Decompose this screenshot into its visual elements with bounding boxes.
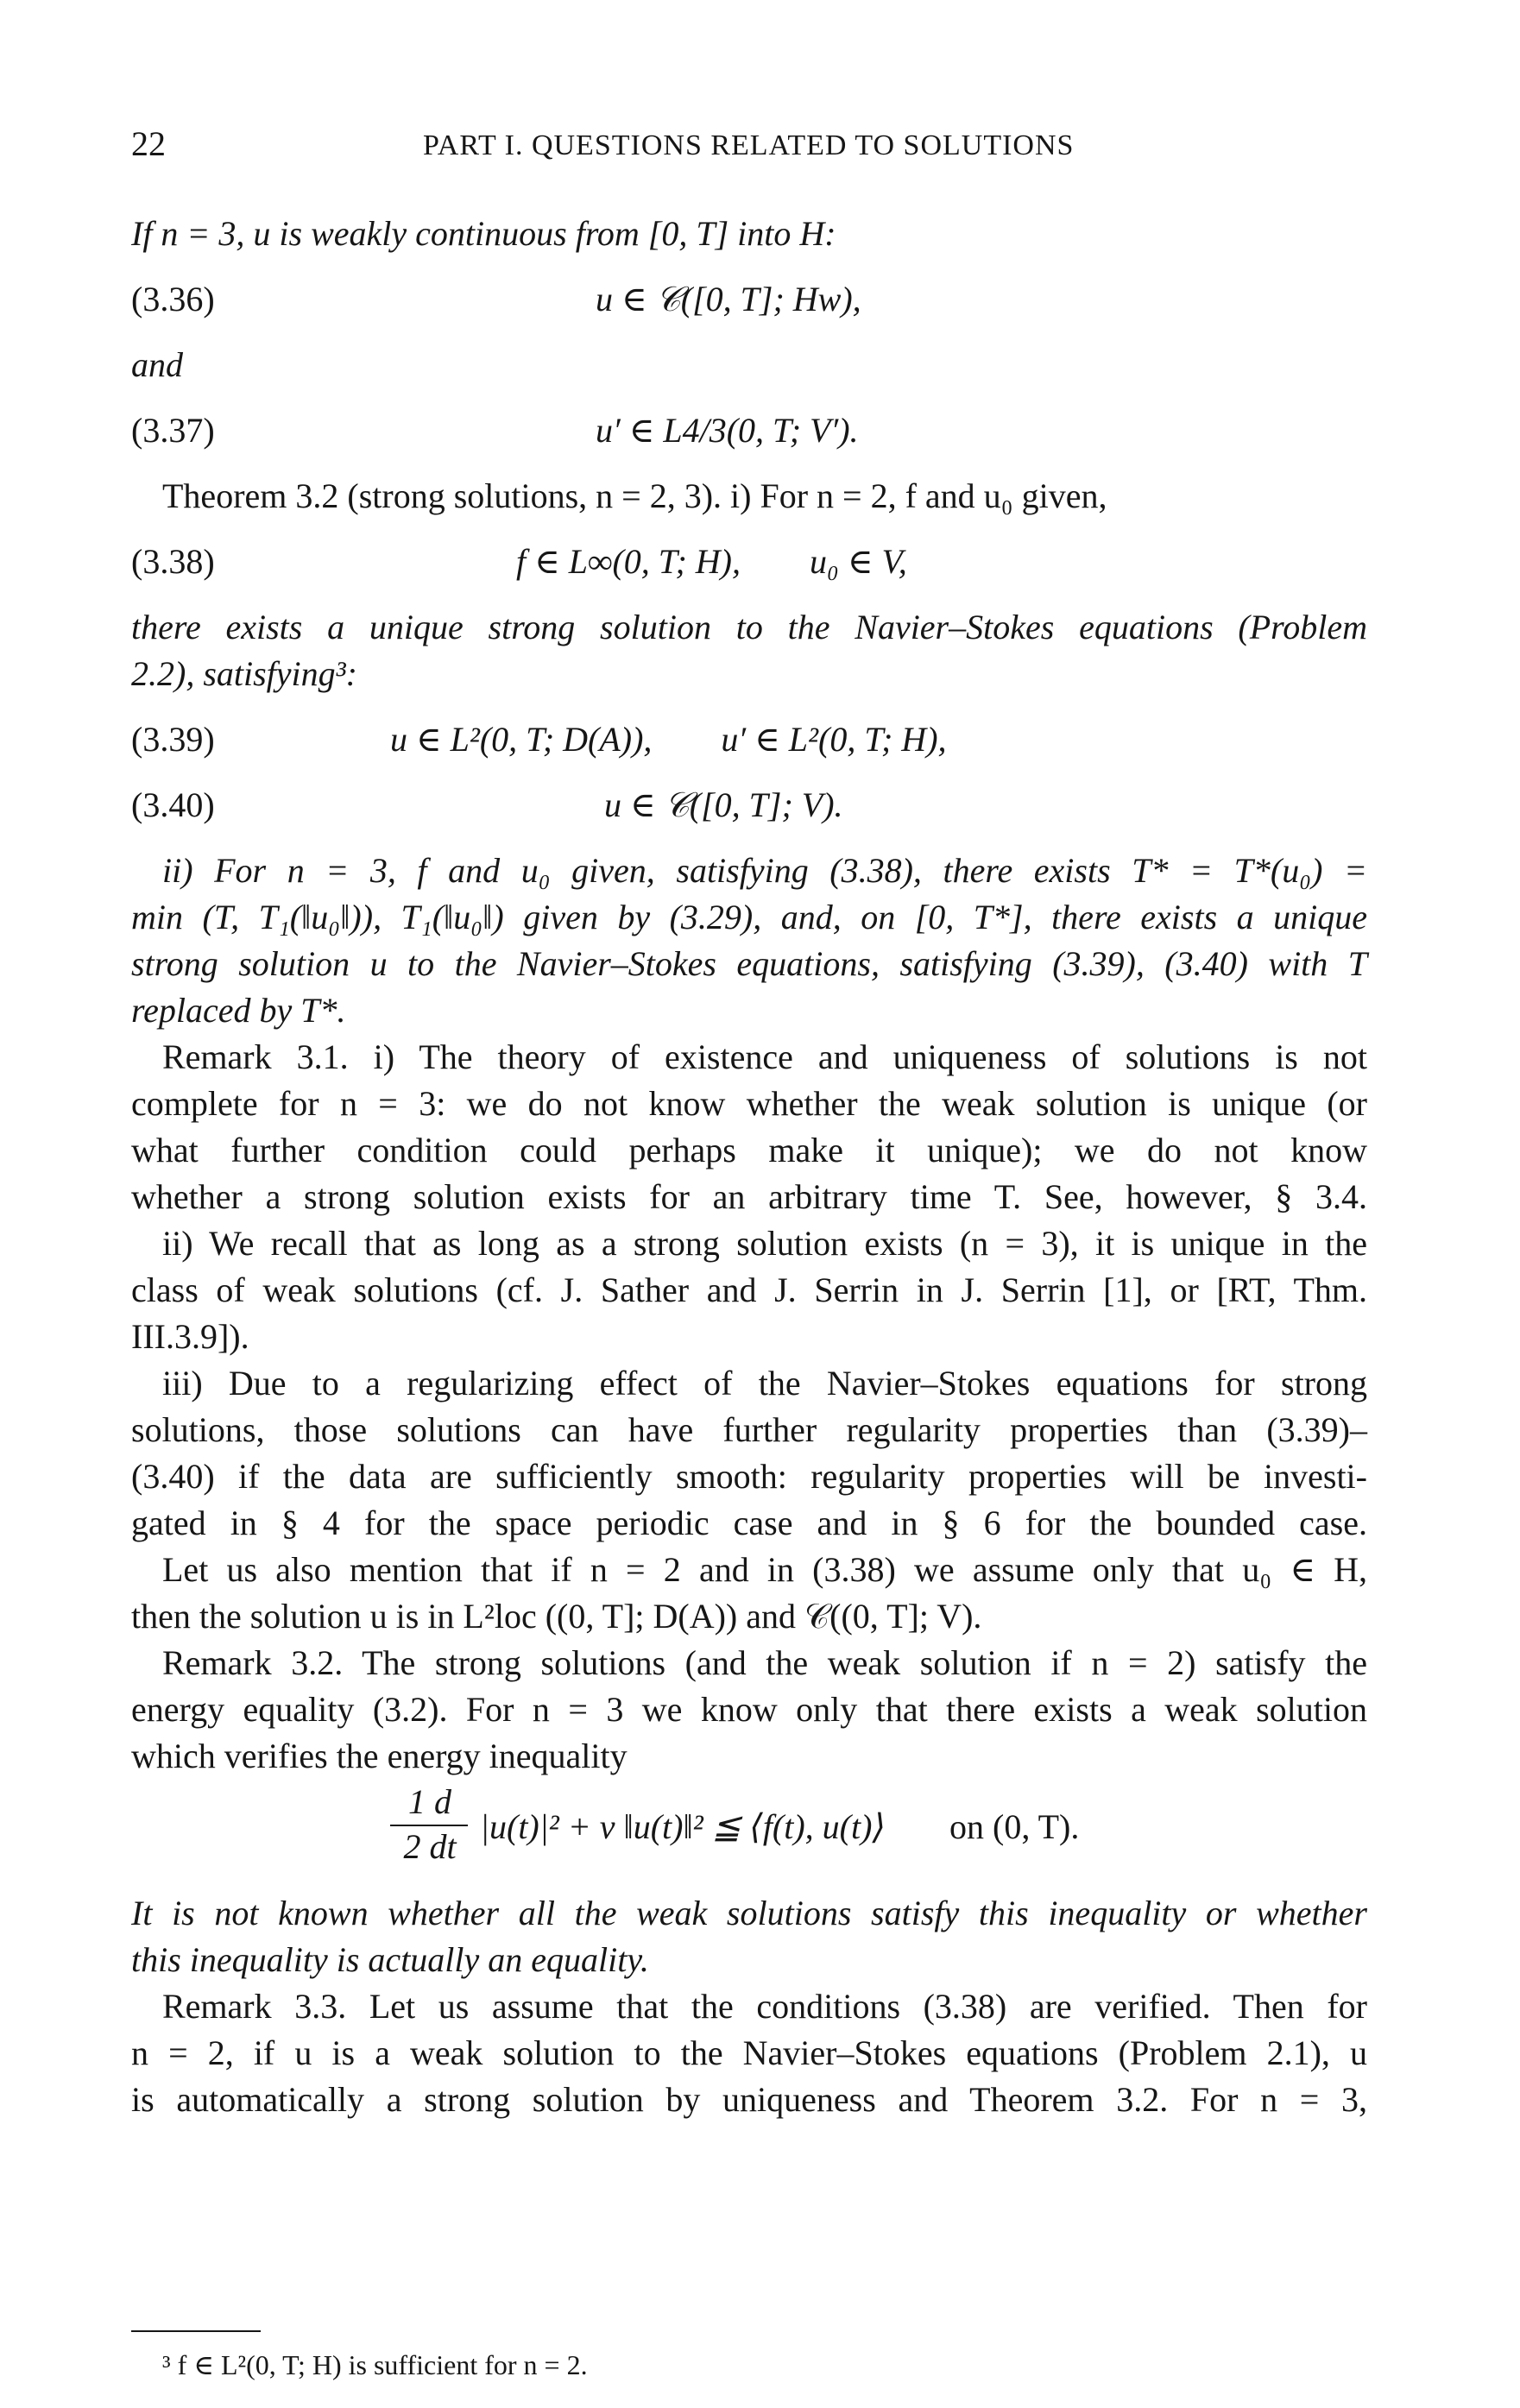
text-line: Let us also mention that if n = 2 and in (3.38) we assume only that u₀ ∈ H, (162, 1550, 1367, 1589)
text-line: strong solution u to the Navier–Stokes equations, satisfying (3.39), (3.40) with T (131, 944, 1367, 983)
text-line: iii) Due to a regularizing effect of the Navier–Stokes equations for strong (162, 1364, 1367, 1403)
running-title: PART I. QUESTIONS RELATED TO SOLUTIONS (423, 129, 1075, 161)
eq-number-3-39: (3.39) (131, 720, 215, 759)
text-line: Remark 3.1. i) The theory of existence and uniqueness of solutions is not (162, 1037, 1367, 1076)
text-line: (3.40) if the data are sufficiently smooth: regularity properties will be investi- (131, 1457, 1367, 1496)
page-number: 22 (131, 124, 166, 163)
text-line: min (T, T₁(‖u₀‖)), T₁(‖u₀‖) given by (3.29), and, on [0, T*], there exists a unique (131, 898, 1367, 936)
eq-formula-3-39: u ∈ L²(0, T; D(A)), u′ ∈ L²(0, T; H), (390, 720, 947, 759)
text-line: ii) We recall that as long as a strong solution exists (n = 3), it is unique in the (162, 1224, 1367, 1263)
and-word: and (131, 345, 183, 384)
text-line: gated in § 4 for the space periodic case and in § 6 for the bounded case. (131, 1503, 1367, 1542)
text-line: energy equality (3.2). For n = 3 we know only that there exists a weak solution (131, 1690, 1367, 1729)
eq-number-3-40: (3.40) (131, 785, 215, 824)
inequality-domain: on (0, T). (949, 1807, 1080, 1846)
text-line: is automatically a strong solution by uniqueness and Theorem 3.2. For n = 3, (131, 2080, 1367, 2119)
fraction-denominator: 2 dt (403, 1827, 457, 1866)
weak-continuity-line: If n = 3, u is weakly continuous from [0, T] into H: (131, 214, 836, 253)
text-line: there exists a unique strong solution to the Navier–Stokes equations (Problem (131, 608, 1367, 646)
text-line: which verifies the energy inequality (131, 1737, 628, 1775)
footnote-rule (131, 2330, 261, 2332)
footnote: ³ f ∈ L²(0, T; H) is sufficient for n = 2. (162, 2349, 588, 2380)
text-line: 2.2), satisfying³: (131, 654, 357, 693)
text-line: It is not known whether all the weak solutions satisfy this inequality or whether (131, 1894, 1367, 1932)
text-line: ii) For n = 3, f and u₀ given, satisfying (3.38), there exists T* = T*(u₀) = (162, 851, 1367, 890)
text-line: solutions, those solutions can have further regularity properties than (3.39)– (131, 1410, 1367, 1449)
eq-formula-3-36: u ∈ 𝒞([0, T]; Hw), (596, 280, 861, 318)
eq-formula-3-37: u′ ∈ L4/3(0, T; V′). (596, 411, 859, 450)
text-line: class of weak solutions (cf. J. Sather and J. Serrin in J. Serrin [1], or [RT, Thm. (131, 1270, 1367, 1309)
inequality-body: |u(t)|² + ν ‖u(t)‖² ≦ ⟨f(t), u(t)⟩ (480, 1807, 886, 1846)
fraction-numerator: 1 d (408, 1782, 451, 1821)
text-line: Remark 3.2. The strong solutions (and the weak solution if n = 2) satisfy the (162, 1643, 1367, 1682)
theorem-heading: Theorem 3.2 (strong solutions, n = 2, 3). i) For n = 2, f and u₀ given, (162, 476, 1107, 515)
text-line: complete for n = 3: we do not know whether the weak solution is unique (or (131, 1084, 1367, 1123)
text-line: III.3.9]). (131, 1317, 249, 1356)
text-line: this inequality is actually an equality. (131, 1940, 649, 1979)
text-line: what further condition could perhaps make it unique); we do not know (131, 1131, 1367, 1169)
text-line: then the solution u is in L²loc ((0, T]; D(A)) and 𝒞((0, T]; V). (131, 1597, 982, 1636)
eq-number-3-38: (3.38) (131, 542, 215, 581)
eq-number-3-37: (3.37) (131, 411, 215, 450)
eq-formula-3-38: f ∈ L∞(0, T; H), u₀ ∈ V, (516, 542, 907, 581)
text-line: replaced by T*. (131, 991, 346, 1030)
eq-number-3-36: (3.36) (131, 280, 215, 318)
text-line: n = 2, if u is a weak solution to the Navier–Stokes equations (Problem 2.1), u (131, 2033, 1367, 2072)
text-line: whether a strong solution exists for an arbitrary time T. See, however, § 3.4. (131, 1177, 1367, 1216)
text-line: Remark 3.3. Let us assume that the conditions (3.38) are verified. Then for (162, 1987, 1367, 2026)
eq-formula-3-40: u ∈ 𝒞([0, T]; V). (604, 785, 843, 824)
